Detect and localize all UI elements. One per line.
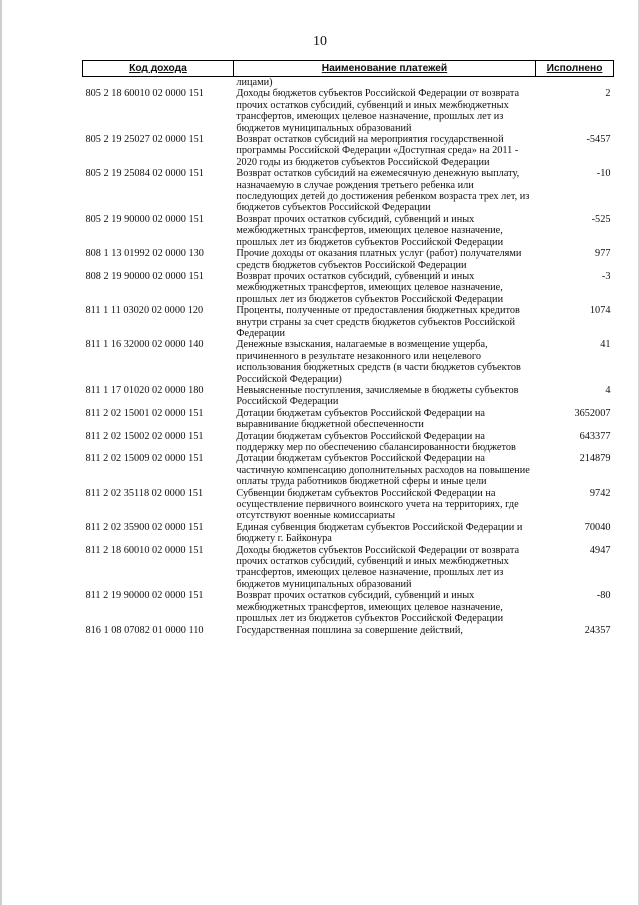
row-amount: -5457 [586, 134, 611, 146]
revenue-table [82, 60, 614, 636]
row-name: Доходы бюджетов субъектов Российской Федерации от возврата прочих остатков субсидий, субвенций и иных межбюджетных трансфертов, имеющих целевое назначение, прошлых лет из бюджетов муниципальных образований [236, 88, 520, 134]
row-amount: 24357 [584, 624, 611, 636]
row-name: Проценты, полученные от предоставления бюджетных кредитов внутри страны за счет средств бюджетов субъектов Российской Федерации [236, 305, 520, 339]
row-name: Возврат прочих остатков субсидий, субвенций и иных межбюджетных трансфертов, имеющих целевое назначение, прошлых лет из бюджетов субъектов Российской Федерации [236, 590, 504, 625]
row-code: 811 2 19 90000 02 0000 151 [85, 590, 204, 602]
row-amount: 1074 [589, 305, 611, 317]
row-code: 816 1 08 07082 01 0000 110 [85, 624, 204, 636]
table-header [83, 61, 614, 77]
header-name: Наименование платежей [233, 61, 535, 77]
row-name: Прочие доходы от оказания платных услуг (работ) получателями средств бюджетов субъектов Российской Федерации [236, 248, 522, 271]
row-name: Возврат прочих остатков субсидий, субвенций и иных межбюджетных трансфертов, имеющих целевое назначение, прошлых лет из бюджетов субъектов Российской Федерации [236, 213, 504, 248]
table-row [83, 488, 614, 522]
row-amount: -525 [591, 213, 611, 225]
row-amount: 2 [605, 88, 611, 100]
row-amount: -80 [596, 590, 611, 602]
table-row [83, 214, 614, 248]
row-name: Единая субвенция бюджетам субъектов Российской Федерации и бюджету г. Байконура [236, 521, 523, 545]
table-row [83, 522, 614, 545]
row-name: Денежные взыскания, налагаемые в возмещение ущерба, причиненного в результате незаконного или нецелевого использования бюджетных средств (в части бюджетов субъектов Российской Федерации) [236, 339, 521, 385]
table-row [83, 134, 614, 168]
row-amount: 977 [595, 248, 611, 260]
row-code: 805 2 19 25084 02 0000 151 [85, 168, 204, 180]
header-code: Код дохода [83, 61, 234, 77]
table-row [83, 431, 614, 454]
row-code: 811 2 02 35900 02 0000 151 [85, 521, 204, 533]
row-code: 811 2 02 15009 02 0000 151 [85, 453, 204, 465]
row-code: 808 1 13 01992 02 0000 130 [85, 248, 204, 260]
page-number: 10 [313, 34, 327, 49]
row-name: Невыясненные поступления, зачисляемые в бюджеты субъектов Российской Федерации [236, 384, 519, 408]
row-code: 805 2 19 25027 02 0000 151 [85, 134, 204, 146]
table-row [83, 168, 614, 214]
table-row [83, 88, 614, 134]
row-amount: 643377 [579, 430, 611, 442]
table-row [83, 625, 614, 636]
row-name: Возврат прочих остатков субсидий, субвенций и иных межбюджетных трансфертов, имеющих целевое назначение, прошлых лет из бюджетов субъектов Российской Федерации [236, 270, 504, 305]
row-amount: 4 [605, 384, 611, 396]
row-code: 811 1 11 03020 02 0000 120 [85, 305, 204, 317]
row-name: лицами) [236, 77, 273, 88]
row-amount: 41 [600, 339, 611, 351]
table-row [83, 77, 614, 89]
row-code: 811 2 02 35118 02 0000 151 [85, 487, 204, 499]
row-amount: 214879 [579, 453, 611, 465]
table-body [83, 77, 614, 636]
row-amount: 4947 [589, 544, 611, 556]
row-name: Доходы бюджетов субъектов Российской Федерации от возврата прочих остатков субсидий, субвенций и иных межбюджетных трансфертов, имеющих целевое назначение, прошлых лет из бюджетов муниципальных образований [236, 544, 520, 590]
row-name: Возврат остатков субсидий на мероприятия государственной программы Российской Федерации «Доступная среда» на 2011 - 2020 годы из бюджетов субъектов Российской Федерации [236, 134, 519, 168]
row-code: 808 2 19 90000 02 0000 151 [85, 270, 204, 282]
row-amount: -10 [596, 168, 611, 180]
row-code: 811 1 16 32000 02 0000 140 [85, 339, 204, 351]
row-amount: 3652007 [574, 407, 611, 419]
row-code: 811 2 02 15001 02 0000 151 [85, 407, 204, 419]
row-name: Государственная пошлина за совершение действий, [236, 624, 463, 636]
table-row [83, 408, 614, 431]
table-row [83, 339, 614, 385]
table-row [83, 248, 614, 271]
row-name: Дотации бюджетам субъектов Российской Федерации на частичную компенсацию дополнительных расходов на повышение оплаты труда работников бюджетной сферы и иные цели [236, 453, 530, 488]
scan-edge-left [0, 0, 2, 905]
row-name: Дотации бюджетам субъектов Российской Федерации на выравнивание бюджетной обеспеченности [236, 407, 485, 431]
table-row [83, 385, 614, 408]
table-row [83, 453, 614, 487]
row-code: 811 2 02 15002 02 0000 151 [85, 430, 204, 442]
row-amount: 70040 [584, 521, 611, 533]
table-row [83, 545, 614, 591]
row-code: 805 2 19 90000 02 0000 151 [85, 213, 204, 225]
row-code: 811 2 18 60010 02 0000 151 [85, 544, 204, 556]
row-code [83, 77, 234, 89]
row-name: Возврат остатков субсидий на ежемесячную денежную выплату, назначаемую в случае рождения третьего ребенка или последующих детей до достижения ребенком возраста трех лет, из бюджетов субъектов Российской Федерации [236, 168, 530, 214]
table-row [83, 271, 614, 305]
row-amount: 9742 [589, 487, 611, 499]
row-amount [536, 77, 614, 89]
row-code: 805 2 18 60010 02 0000 151 [85, 88, 204, 100]
row-name: Дотации бюджетам субъектов Российской Федерации на поддержку мер по обеспечению сбалансированности бюджетов [236, 430, 516, 453]
header-amount: Исполнено [536, 61, 614, 77]
table-row [83, 305, 614, 339]
row-amount: -3 [601, 270, 611, 282]
row-name: Субвенции бюджетам субъектов Российской Федерации на осуществление первичного воинского учета на территориях, где отсутствуют военные комиссариаты [236, 487, 519, 522]
table-row [83, 590, 614, 624]
row-code: 811 1 17 01020 02 0000 180 [85, 384, 204, 396]
